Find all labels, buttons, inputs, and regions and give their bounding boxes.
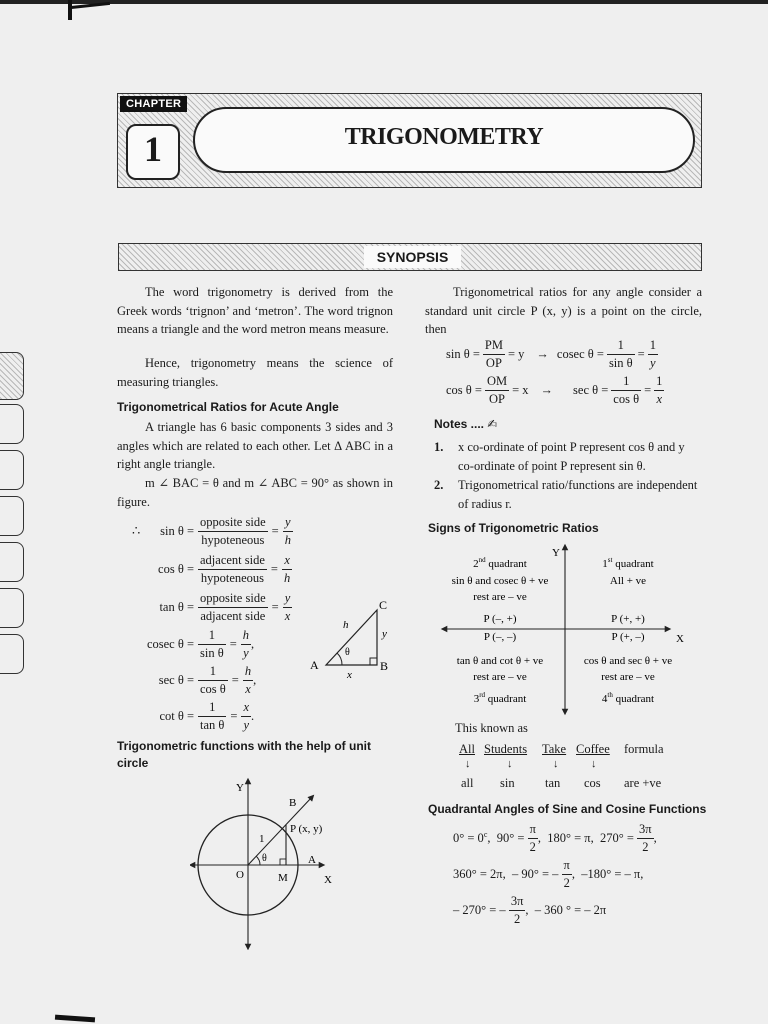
scan-mark-bottom-left bbox=[55, 1015, 95, 1023]
mnemonic-word: Coffee bbox=[576, 742, 610, 756]
down-arrow-icon: ↓ bbox=[553, 758, 559, 770]
left-p2: Hence, trigonometry means the science of measuring triangles. bbox=[117, 356, 393, 389]
fraction: $\frac{PM}{OP}$ bbox=[484, 338, 503, 370]
label-x: x bbox=[347, 669, 352, 681]
right-angle-mark bbox=[280, 859, 286, 865]
label-b: B bbox=[289, 797, 297, 809]
note-item: 1. x co-ordinate of point P represent cos θ and y co-ordinate of point P represent sin θ. bbox=[434, 440, 685, 473]
down-arrow-icon: ↓ bbox=[591, 758, 597, 770]
formula-cos: cos θ = $\frac{OM}{OP}$ = x → sec θ = $\frac{1}{\text{cos θ}}$ = $\frac{1}{x}$ bbox=[446, 374, 663, 406]
triangle-shape bbox=[326, 610, 377, 665]
ratio-fraction: $\frac{1}{\text{sin θ}}$ bbox=[200, 627, 224, 660]
ratio-fraction: opposite side hypoteneous bbox=[200, 514, 266, 547]
func-word: cos bbox=[584, 776, 601, 790]
chapter-label: CHAPTER bbox=[120, 96, 187, 112]
ratio-label: sec θ = bbox=[158, 672, 194, 687]
ratio-row: sec θ = $\frac{1}{\text{cos θ}}$ = $\frac{h}{x}$ , bbox=[100, 662, 293, 698]
q3-point: P (–, –) bbox=[483, 631, 517, 643]
func-word: all bbox=[461, 776, 474, 790]
ratio-fraction: $\frac{x}{y}$ bbox=[243, 699, 250, 732]
side-tab bbox=[0, 634, 24, 674]
ratio-fraction: $\frac{1}{\text{tan θ}}$ bbox=[200, 699, 225, 732]
label-x: X bbox=[324, 874, 332, 886]
theta-arc bbox=[256, 856, 260, 865]
quadrantal-line-1: $0^\circ = 0^c$, 90° = $\frac{\pi}{2}$ , 180° = π, 270° = $\frac{3\pi}{2}$ , bbox=[453, 822, 657, 854]
left-p4: m ∠ BAC = θ and m ∠ ABC = 90° as shown in figure. bbox=[117, 476, 393, 509]
ratio-fraction: $\frac{y}{h}$ bbox=[284, 514, 291, 547]
quadrant-diagram bbox=[436, 542, 696, 717]
side-tab bbox=[0, 496, 24, 536]
scan-edge-top bbox=[0, 0, 768, 4]
ratio-fraction: $\frac{1}{\text{cos θ}}$ bbox=[200, 663, 226, 696]
ratio-fraction: opposite side adjacent side bbox=[200, 590, 266, 623]
known-as: This known as bbox=[455, 721, 528, 735]
q2-title: 2nd quadrant bbox=[473, 556, 527, 570]
label-o: O bbox=[236, 869, 244, 881]
q2-line1: sin θ and cosec θ + ve bbox=[451, 575, 549, 587]
theta-arc bbox=[337, 653, 342, 665]
chapter-number: 1 bbox=[144, 129, 162, 169]
arrow-icon: → bbox=[536, 347, 549, 361]
label-a: A bbox=[308, 854, 316, 866]
side-tab bbox=[0, 542, 24, 582]
mnemonic-word: All bbox=[459, 742, 475, 756]
pencil-icon: ✍ bbox=[487, 417, 498, 431]
chapter-title: TRIGONOMETRY bbox=[344, 124, 544, 150]
ratio-row: sin θ = opposite side hypoteneous = $\frac{y}{h}$ bbox=[100, 512, 293, 550]
ratio-label: cot θ = bbox=[159, 708, 194, 723]
chapter-header bbox=[117, 93, 702, 188]
ratio-label: tan θ = bbox=[159, 599, 194, 614]
q3-line1: tan θ and cot θ + ve bbox=[456, 655, 544, 667]
label-c: C bbox=[379, 598, 388, 612]
scan-mark-top-left bbox=[68, 0, 72, 20]
q4-title: 4th quadrant bbox=[601, 691, 655, 705]
quadrantal-line-3: – 270° = – 3π 2 , – 360 ° = – 2π bbox=[453, 894, 607, 926]
fraction: $\frac{1}{y}$ bbox=[649, 338, 656, 370]
axis-x-label: X bbox=[676, 633, 684, 645]
unit-circle-figure bbox=[190, 775, 340, 950]
ratio-row: cot θ = $\frac{1}{\text{tan θ}}$ = $\frac{x}{y}$ . bbox=[100, 698, 293, 734]
label-h: h bbox=[343, 619, 349, 631]
ratio-fraction: $\frac{x}{h}$ bbox=[283, 552, 291, 585]
ratio-row: tan θ = opposite side adjacent side = $\frac{y}{x}$ bbox=[100, 588, 293, 626]
q4-line2: rest are – ve bbox=[601, 671, 655, 683]
label-a: A bbox=[310, 658, 319, 672]
left-p3: A triangle has 6 basic components 3 sides and 3 angles which are related to each other. Let Δ ABC in a right angle triangle. bbox=[117, 420, 393, 471]
mnemonic-word: Students bbox=[484, 742, 528, 756]
q4-point: P (+, –) bbox=[611, 631, 645, 643]
heading-acute: Trigonometrical Ratios for Acute Angle bbox=[117, 400, 339, 414]
ratio-fraction: $\frac{h}{x}$ bbox=[244, 663, 252, 696]
q2-point: P (–, +) bbox=[483, 613, 517, 625]
label-y: y bbox=[382, 628, 387, 640]
q2-line2: rest are – ve bbox=[473, 591, 527, 603]
label-one: 1 bbox=[259, 833, 265, 845]
fraction: $\frac{1}{x}$ bbox=[656, 374, 663, 406]
q1-line1: All + ve bbox=[609, 575, 647, 587]
right-p1: Trigonometrical ratios for any angle consider a standard unit circle P (x, y) is a point on the circle, then bbox=[425, 285, 702, 336]
ratio-fraction: $\frac{y}{x}$ bbox=[284, 590, 291, 623]
synopsis-title: SYNOPSIS bbox=[364, 246, 461, 268]
ratio-label: cosec θ = bbox=[146, 636, 194, 651]
side-tab bbox=[0, 404, 24, 444]
label-theta: θ bbox=[345, 647, 350, 658]
label-y: Y bbox=[236, 782, 244, 794]
formula-word: formula bbox=[624, 742, 664, 756]
down-arrow-icon: ↓ bbox=[507, 758, 513, 770]
ratio-label: sin θ = bbox=[160, 523, 194, 538]
heading-unit-circle: Trigonometric functions with the help of unit circle bbox=[117, 739, 371, 770]
q3-title: 3rd quadrant bbox=[473, 691, 527, 705]
left-p1: The word trigonometry is derived from the Greek words ‘trignon’ and ‘metron’. The word trignon means a triangle and the word metron means measure. bbox=[117, 285, 393, 336]
label-p: P (x, y) bbox=[290, 823, 323, 835]
ratio-fraction: adjacent side hypoteneous bbox=[200, 552, 265, 585]
down-arrow-icon: ↓ bbox=[465, 758, 471, 770]
label-m: M bbox=[278, 872, 288, 884]
quadrantal-line-2: 360° = 2π, – 90° = – π 2 , –180° = – π, bbox=[453, 858, 644, 890]
notes-title: Notes .... ✍ bbox=[434, 417, 498, 431]
fraction: $\frac{OM}{OP}$ bbox=[486, 374, 508, 406]
right-triangle-figure bbox=[300, 592, 410, 687]
synopsis-bar bbox=[118, 243, 702, 271]
label-theta: θ bbox=[262, 853, 267, 864]
note-item: 2. Trigonometrical ratio/functions are independent of radius r. bbox=[434, 478, 698, 511]
mnemonic-word: Take bbox=[542, 742, 567, 756]
formula-sin: sin θ = $\frac{PM}{OP}$ = y → cosec θ = $\frac{1}{\text{sin θ}}$ = $\frac{1}{y}$ bbox=[446, 338, 656, 370]
ratio-row: cos θ = adjacent side hypoteneous = $\frac{x}{h}$ bbox=[100, 550, 293, 588]
q1-title: 1st quadrant bbox=[602, 556, 654, 570]
side-tab bbox=[0, 352, 24, 400]
func-word: tan bbox=[545, 776, 561, 790]
func-word: sin bbox=[500, 776, 515, 790]
q4-line1: cos θ and sec θ + ve bbox=[583, 655, 673, 667]
right-angle-mark bbox=[370, 658, 377, 665]
arrow-icon: → bbox=[540, 383, 554, 397]
are-positive: are +ve bbox=[624, 776, 662, 790]
q1-point: P (+, +) bbox=[611, 613, 645, 625]
axis-y-label: Y bbox=[552, 547, 560, 559]
side-tab bbox=[0, 588, 24, 628]
therefore-symbol: ∴ bbox=[132, 523, 141, 538]
side-tab bbox=[0, 450, 24, 490]
ratio-fraction: $\frac{h}{y}$ bbox=[242, 627, 250, 660]
label-b: B bbox=[380, 659, 389, 673]
ratio-label: cos θ = bbox=[158, 561, 194, 576]
ratio-row: cosec θ = $\frac{1}{\text{sin θ}}$ = $\frac{h}{y}$ , bbox=[100, 626, 293, 662]
fraction: $\frac{1}{\text{sin θ}}$ bbox=[608, 338, 633, 370]
fraction: $\frac{1}{\text{cos θ}}$ bbox=[613, 374, 640, 406]
heading-signs: Signs of Trigonometric Ratios bbox=[428, 521, 599, 535]
ratio-list bbox=[100, 512, 293, 734]
q3-line2: rest are – ve bbox=[473, 671, 527, 683]
heading-quadrantal: Quadrantal Angles of Sine and Cosine Functions bbox=[428, 802, 707, 816]
